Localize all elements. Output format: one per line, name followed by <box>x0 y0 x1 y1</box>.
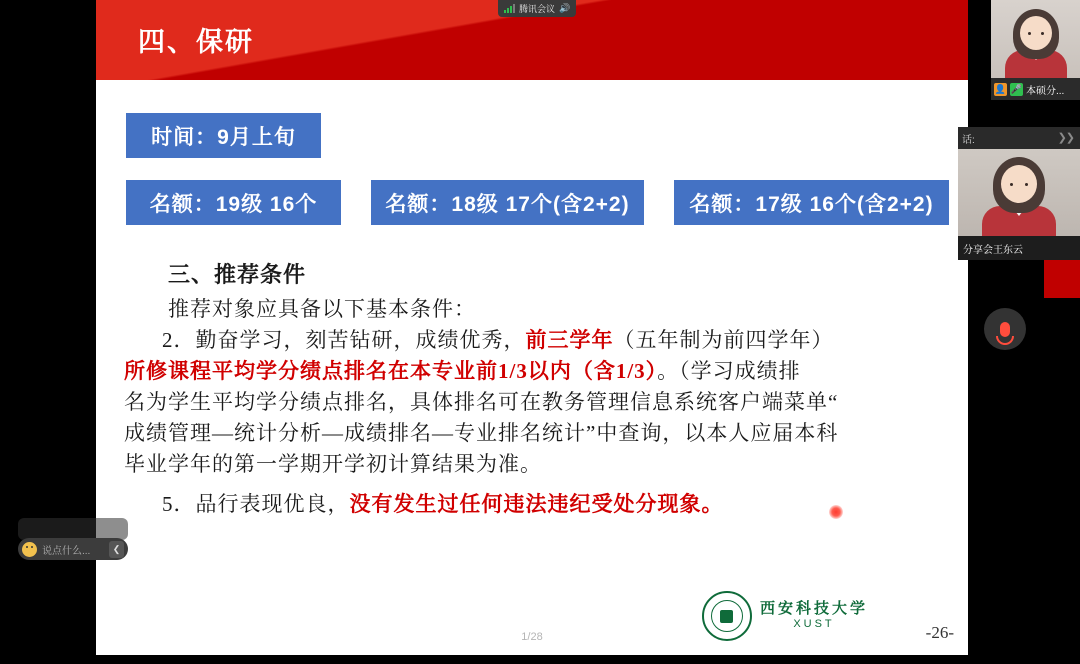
meeting-app-label: 腾讯会议 <box>519 4 556 14</box>
slide-page-indicator: 1/28 <box>521 631 543 643</box>
slide-body-text <box>116 258 956 518</box>
slide-number: -26- <box>925 623 954 642</box>
item-2-red-1: 前三学年 <box>525 328 614 352</box>
comment-input-bar[interactable] <box>18 538 128 560</box>
video-tile-speaker-name: 分享会王东云 <box>958 236 1080 260</box>
university-name-block <box>760 601 868 631</box>
speaker-icon[interactable]: 🔊 <box>559 3 571 13</box>
video-tile-panel-title: 话: <box>962 134 975 146</box>
university-seal-icon <box>702 591 752 641</box>
chevron-left-icon[interactable]: ❮ <box>109 541 124 558</box>
microphone-muted-icon[interactable] <box>984 308 1026 350</box>
video-tile-speaker[interactable] <box>958 127 1080 260</box>
host-badge-icon: 👤 <box>994 83 1007 94</box>
university-name-cn: 西安科技大学 <box>759 601 868 618</box>
item-2-mid: （五年制为前四学年） <box>613 328 834 352</box>
item-5-prefix: 5．品行表现优良， <box>162 492 350 516</box>
university-logo <box>702 591 868 641</box>
mic-glyph <box>1000 322 1010 337</box>
item-2-line4: 成绩管理—统计分析—成绩排名—专业排名统计”中查询，以本人应届本科 <box>124 421 839 445</box>
avatar-eye-right <box>1041 32 1044 35</box>
laser-pointer-dot <box>829 505 843 519</box>
seal-core <box>720 610 733 623</box>
item-2-line5: 毕业学年的第一学期开学初计算结果为准。 <box>124 452 542 476</box>
university-name-en: XUST <box>793 618 835 631</box>
item-2-line1 <box>162 325 956 356</box>
avatar-face <box>1001 165 1037 203</box>
item-2-prefix: 2．勤奋学习，刻苦钻研，成绩优秀， <box>162 328 526 352</box>
item-2-tail-1: 。（学习成绩排 <box>657 359 801 383</box>
presentation-slide <box>96 0 968 655</box>
comment-bar-backdrop <box>18 518 128 540</box>
slide-red-edge <box>1044 260 1080 298</box>
video-tile-panel-header <box>958 127 1080 149</box>
avatar-eye-left <box>1010 183 1013 186</box>
item-2-line2 <box>124 356 956 387</box>
video-tile-self-image <box>991 0 1080 78</box>
avatar-face <box>1020 16 1052 50</box>
video-tile-speaker-image <box>958 149 1080 236</box>
meeting-status-pill[interactable] <box>498 0 576 17</box>
video-tile-self[interactable] <box>991 0 1080 100</box>
item-2-red-2: 所修课程平均学分绩点排名在本专业前1/3以内（含1/3） <box>124 359 658 383</box>
avatar-eye-left <box>1028 32 1031 35</box>
box-time: 时间：9月上旬 <box>126 113 321 158</box>
section-heading: 三、推荐条件 <box>168 262 307 287</box>
microphone-icon[interactable]: 🎤 <box>1010 83 1023 94</box>
item-5-red: 没有发生过任何违法违纪受处分现象。 <box>349 492 724 516</box>
avatar-eye-right <box>1025 183 1028 186</box>
item-2-line3: 名为学生平均学分绩点排名，具体排名可在教务管理信息系统客户端菜单“ <box>124 390 839 414</box>
comment-input-placeholder[interactable]: 说点什么... <box>42 545 91 557</box>
box-quota-18: 名额：18级 17个(含2+2) <box>371 180 644 225</box>
box-quota-17: 名额：17级 16个(含2+2) <box>674 180 949 225</box>
video-tile-self-name: 本硕分... <box>1026 85 1065 97</box>
chevron-double-right-icon[interactable]: ❯❯ <box>1057 132 1074 144</box>
smiley-icon[interactable] <box>22 542 37 557</box>
signal-bars-icon <box>504 4 515 13</box>
intro-line: 推荐对象应具备以下基本条件： <box>168 297 476 321</box>
video-tile-self-label <box>991 78 1080 100</box>
box-quota-19: 名额：19级 16个 <box>126 180 341 225</box>
slide-banner-title: 四、保研 <box>138 27 254 57</box>
